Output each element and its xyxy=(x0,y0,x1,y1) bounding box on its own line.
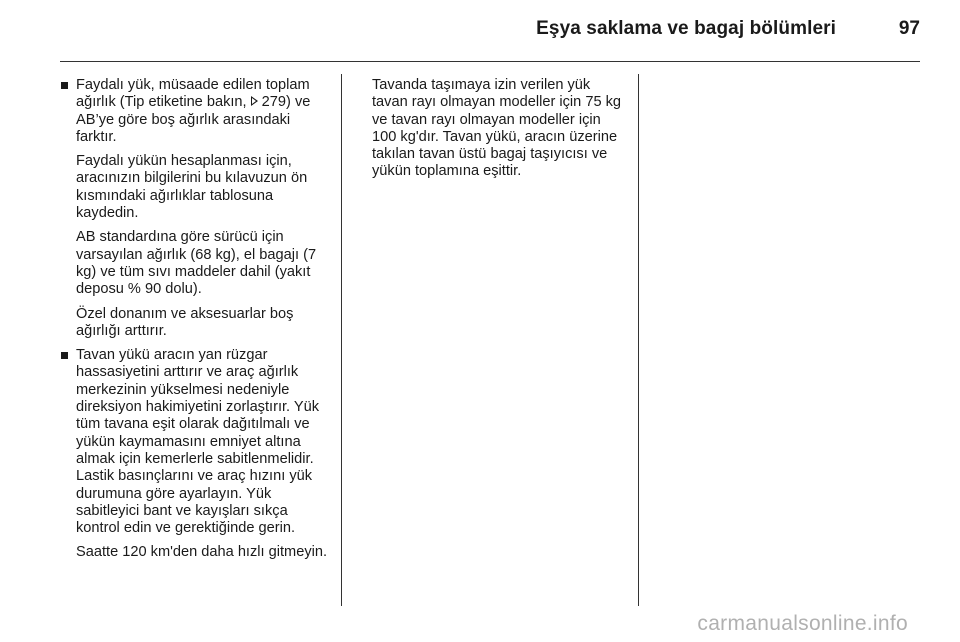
paragraph-speed-limit: Saatte 120 km'den daha hızlı gitmeyin. xyxy=(76,544,328,561)
text-column-2 xyxy=(372,77,628,188)
text-column-1 xyxy=(60,77,330,569)
paragraph-roof-load: Tavan yükü aracın yan rüzgar hassasiyetini arttırır ve araç ağırlık merkezinin yükselmesi nedeniyle direksiyon hakimiyetini zorlaştırır. Yük tüm tavana eşit olarak dağıtılmalı ve yükün kaymamasını emniyet altına almak için kemerlerle sabitlenmelidir. Lastik basınçlarını ve araç hızını yük durumuna göre ayarlayın. Yük sabitleyici bant ve kayışları sıkça kontrol edin ve gerektiğinde gerin. xyxy=(76,347,320,537)
paragraph-eu-standard: AB standardına göre sürücü için varsayılan ağırlık (68 kg), el bagajı (7 kg) ve tüm sıvı maddeler dahil (yakıt deposu % 90 dolu). xyxy=(76,229,317,298)
square-bullet-icon xyxy=(61,352,68,359)
page-reference-link[interactable]: 279 xyxy=(261,94,287,111)
paragraph-roof-load-limit: Tavanda taşımaya izin verilen yük tavan rayı olmayan modeller için 75 kg ve tavan rayı olmayan modeller için 100 kg'dır. Tavan yükü, aracın üzerine takılan tavan üstü bagaj taşıyıcısı ve yükün toplamına eşittir. xyxy=(372,77,622,180)
paragraph-payload-definition xyxy=(76,77,330,146)
column-divider-left xyxy=(341,74,342,606)
bullet-item-payload xyxy=(60,77,330,340)
header-divider xyxy=(60,61,920,62)
paragraph-text: Faydalı yük, müsaade edilen toplam ağırlık (Tip etiketine bakın, xyxy=(76,77,310,111)
page-header xyxy=(60,14,920,46)
column-divider-right xyxy=(638,74,639,606)
page-title: Eşya saklama ve bagaj bölümleri xyxy=(536,18,836,39)
paragraph-text: ) ve AB’ye göre boş ağırlık arasındaki farktır. xyxy=(76,94,311,145)
watermark: carmanualsonline.info xyxy=(697,612,908,635)
page-reference-arrow-icon xyxy=(251,96,258,106)
bullet-item-roof-load xyxy=(60,347,330,562)
paragraph-payload-calculation: Faydalı yükün hesaplanması için, aracınızın bilgilerini bu kılavuzun ön kısmındaki ağırlıklar tablosuna kaydedin. xyxy=(76,153,308,222)
paragraph-accessories: Özel donanım ve aksesuarlar boş ağırlığı arttırır. xyxy=(76,305,294,339)
square-bullet-icon xyxy=(61,82,68,89)
page-number: 97 xyxy=(898,18,920,39)
